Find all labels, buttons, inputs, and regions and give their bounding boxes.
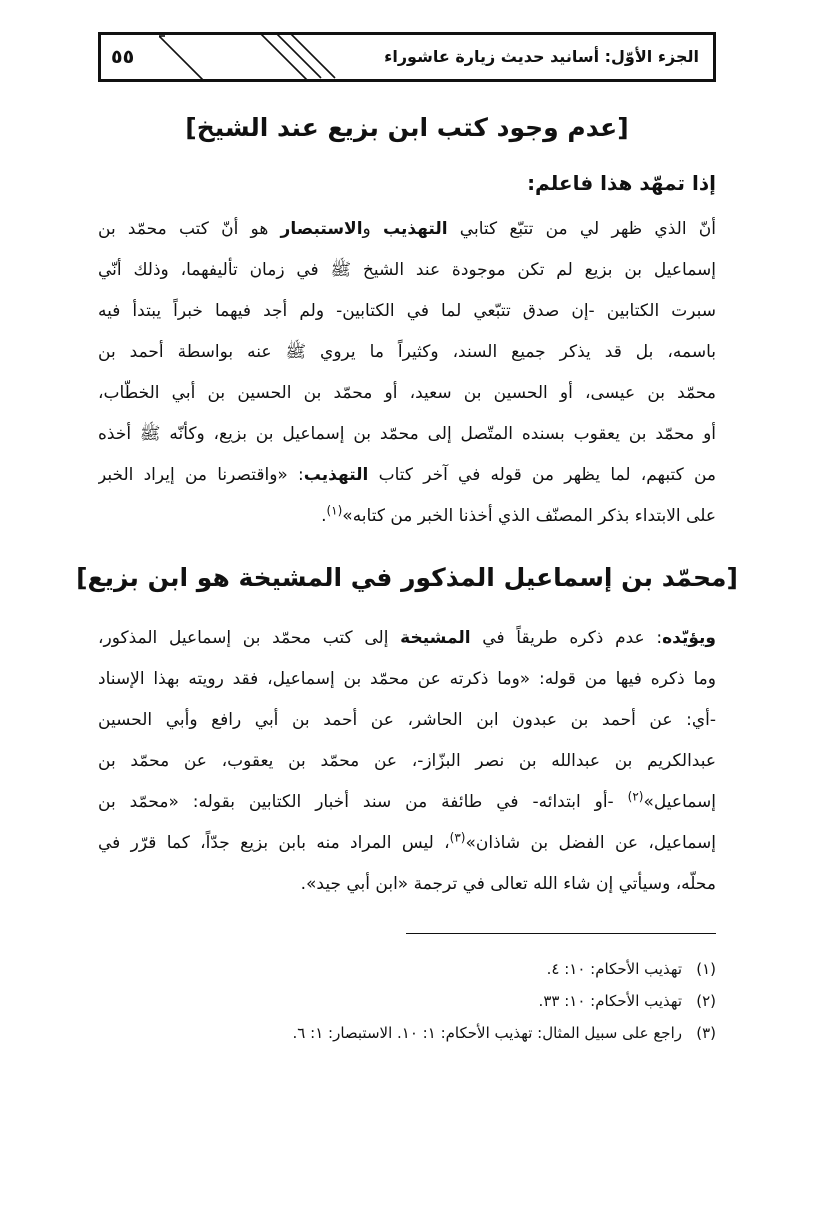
text-line	[98, 503, 716, 529]
text-run: : عدم ذكره طريقاً في	[470, 628, 663, 648]
text-run: ، ليس المراد منه بابن بزيع جدّاً، كما قرّر في	[98, 833, 450, 853]
book-title-tahdhib: التهذيب	[303, 465, 369, 485]
text-line	[98, 789, 716, 815]
header-ornament	[159, 32, 347, 82]
footnote-text: راجع على سبيل المثال: تهذيب الأحكام: ١: ١٠. الاستبصار: ١: ٦.	[292, 1024, 682, 1042]
section-heading-2: [محمّد بن إسماعيل المذكور في المشيخة هو ابن بزيع]	[76, 563, 738, 592]
intro-line: إذا تمهّد هذا فاعلم:	[527, 171, 716, 195]
text-line: وما ذكره فيها من قوله: «وما ذكرته عن محمّد بن إسماعيل، فقد رويته بهذا الإسناد	[98, 669, 716, 689]
book-title-tahdhib: التهذيب	[383, 219, 448, 239]
text-line: إسماعيل بن بزيع لم تكن موجودة عند الشيخ ﷺ في زمان تأليفهما، وذلك أنّي	[98, 260, 716, 280]
text-line: باسمه، بل قد يذكر جميع السند، وكثيراً ما يروي ﷺ عنه بواسطة أحمد بن	[98, 342, 716, 362]
header-title: الجزء الأوّل: أسانيد حديث زيارة عاشوراء	[384, 47, 699, 66]
section-heading-1: [عدم وجود كتب ابن بزيع عند الشيخ]	[185, 113, 629, 142]
book-title-istibsar: الاستبصار	[280, 219, 363, 239]
text-line: أو محمّد بن يعقوب بسنده المتّصل إلى محمّد بن إسماعيل بن بزيع، وكأنّه ﷺ أخذه	[98, 424, 716, 444]
text-line: محمّد بن عيسى، أو الحسين بن سعيد، أو محمّد بن الحسين بن أبي الخطّاب،	[98, 383, 716, 403]
book-title-mashyakha: المشيخة	[400, 628, 471, 648]
text-line: محلّه، وسيأتي إن شاء الله تعالى في ترجمة «ابن أبي جيد».	[300, 874, 716, 894]
footnote-number: (١)	[696, 960, 716, 978]
footnote-ref-1[interactable]: (١)	[326, 503, 343, 518]
text-line	[98, 830, 716, 856]
text-run: -أو ابتدائه- في طائفة من سند أخبار الكتابين بقوله: «محمّد بن	[98, 792, 628, 812]
footnote-ref-3[interactable]: (٣)	[449, 830, 466, 845]
text-run: إسماعيل، عن الفضل بن شاذان»	[465, 833, 716, 853]
footnote-text: تهذيب الأحكام: ١٠: ٤.	[546, 960, 682, 978]
text-run: و	[362, 219, 383, 239]
footnote-3	[293, 1022, 716, 1044]
text-run: إلى كتب محمّد بن إسماعيل المذكور،	[98, 628, 401, 648]
text-line: سبرت الكتابين -إن صدق تتبّعي لما في الكتابين- ولم أجد فيهما خبراً يبتدأ فيه	[98, 301, 716, 321]
text-line	[98, 216, 716, 242]
text-line	[98, 462, 716, 488]
text-line: -أي: عن أحمد بن عبدون ابن الحاشر، عن أحمد بن أبي رافع وأبي الحسين	[98, 710, 716, 730]
footnote-number: (٣)	[696, 1024, 716, 1042]
footnote-1	[547, 958, 716, 980]
text-run: أنّ الذي ظهر لي من تتبّع كتابي	[447, 219, 716, 239]
text-run: من كتبهم، لما يظهر من قوله في آخر كتاب	[368, 465, 716, 485]
footnote-ref-2[interactable]: (٢)	[627, 789, 644, 804]
footnote-text: تهذيب الأحكام: ١٠: ٣٣.	[538, 992, 682, 1010]
text-run: على الابتداء بذكر المصنّف الذي أخذنا الخبر من كتابه»	[342, 506, 716, 526]
text-run: هو أنّ كتب محمّد بن	[98, 219, 281, 239]
footnote-2	[539, 990, 716, 1012]
page-number: ٥٥	[111, 46, 135, 68]
footnote-divider	[406, 933, 716, 934]
emphasis-word: ويؤيّده	[662, 628, 716, 648]
text-line	[98, 625, 716, 651]
text-run: : «واقتصرنا من إيراد الخبر	[98, 465, 304, 485]
text-run: .	[321, 506, 327, 526]
text-run: إسماعيل»	[643, 792, 716, 812]
footnote-number: (٢)	[696, 992, 716, 1010]
running-header	[98, 32, 716, 82]
text-line: عبدالكريم بن عبدالله بن نصر البزّاز-، عن محمّد بن يعقوب، عن محمّد بن	[98, 751, 716, 771]
